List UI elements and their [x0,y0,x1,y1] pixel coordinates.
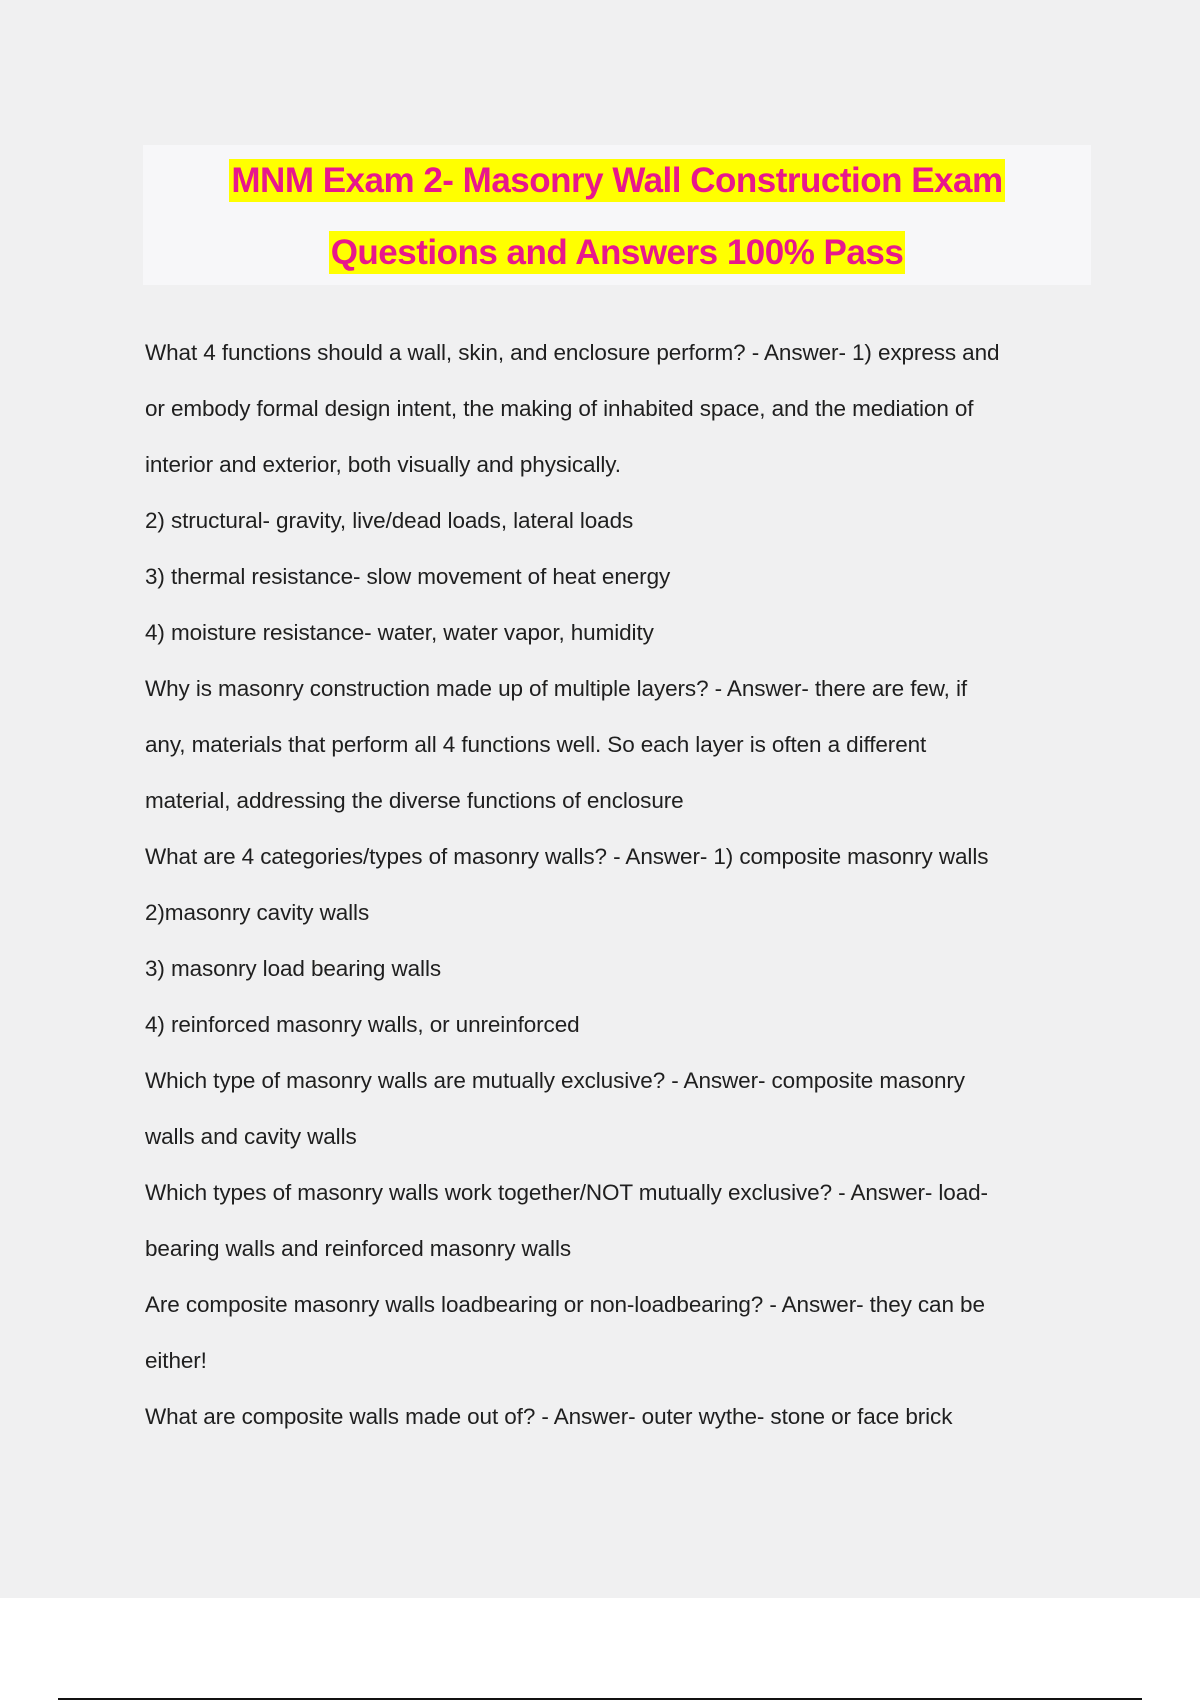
body-line: 2) structural- gravity, live/dead loads, lateral loads [145,508,634,533]
body-line: material, addressing the diverse functions of enclosure [145,788,684,813]
body-line: What 4 functions should a wall, skin, and enclosure perform? - Answer- 1) express and [145,340,1000,365]
body-line: or embody formal design intent, the making of inhabited space, and the mediation of [145,396,974,421]
document-body [145,325,1105,1445]
body-line: either! [145,1348,207,1373]
body-line: any, materials that perform all 4 functions well. So each layer is often a different [145,732,927,757]
body-line: walls and cavity walls [145,1124,357,1149]
body-line: Which types of masonry walls work together/NOT mutually exclusive? - Answer- load- [145,1180,988,1205]
body-line: Which type of masonry walls are mutually exclusive? - Answer- composite masonry [145,1068,965,1093]
body-line: 3) thermal resistance- slow movement of heat energy [145,564,671,589]
body-line: Why is masonry construction made up of multiple layers? - Answer- there are few, if [145,676,968,701]
title-line-1: MNM Exam 2- Masonry Wall Construction Exam [231,161,1003,200]
body-line: What are composite walls made out of? - Answer- outer wythe- stone or face brick [145,1404,953,1429]
body-line: 4) reinforced masonry walls, or unreinforced [145,1012,580,1037]
body-line: bearing walls and reinforced masonry walls [145,1236,572,1261]
document-title [143,145,1091,285]
body-line: 4) moisture resistance- water, water vapor, humidity [145,620,654,645]
body-line: 3) masonry load bearing walls [145,956,441,981]
body-line: Are composite masonry walls loadbearing or non-loadbearing? - Answer- they can be [145,1292,985,1317]
body-line: interior and exterior, both visually and physically. [145,452,621,477]
body-line: 2)masonry cavity walls [145,900,370,925]
body-line: What are 4 categories/types of masonry walls? - Answer- 1) composite masonry walls [145,844,989,869]
title-line-2: Questions and Answers 100% Pass [330,233,904,272]
